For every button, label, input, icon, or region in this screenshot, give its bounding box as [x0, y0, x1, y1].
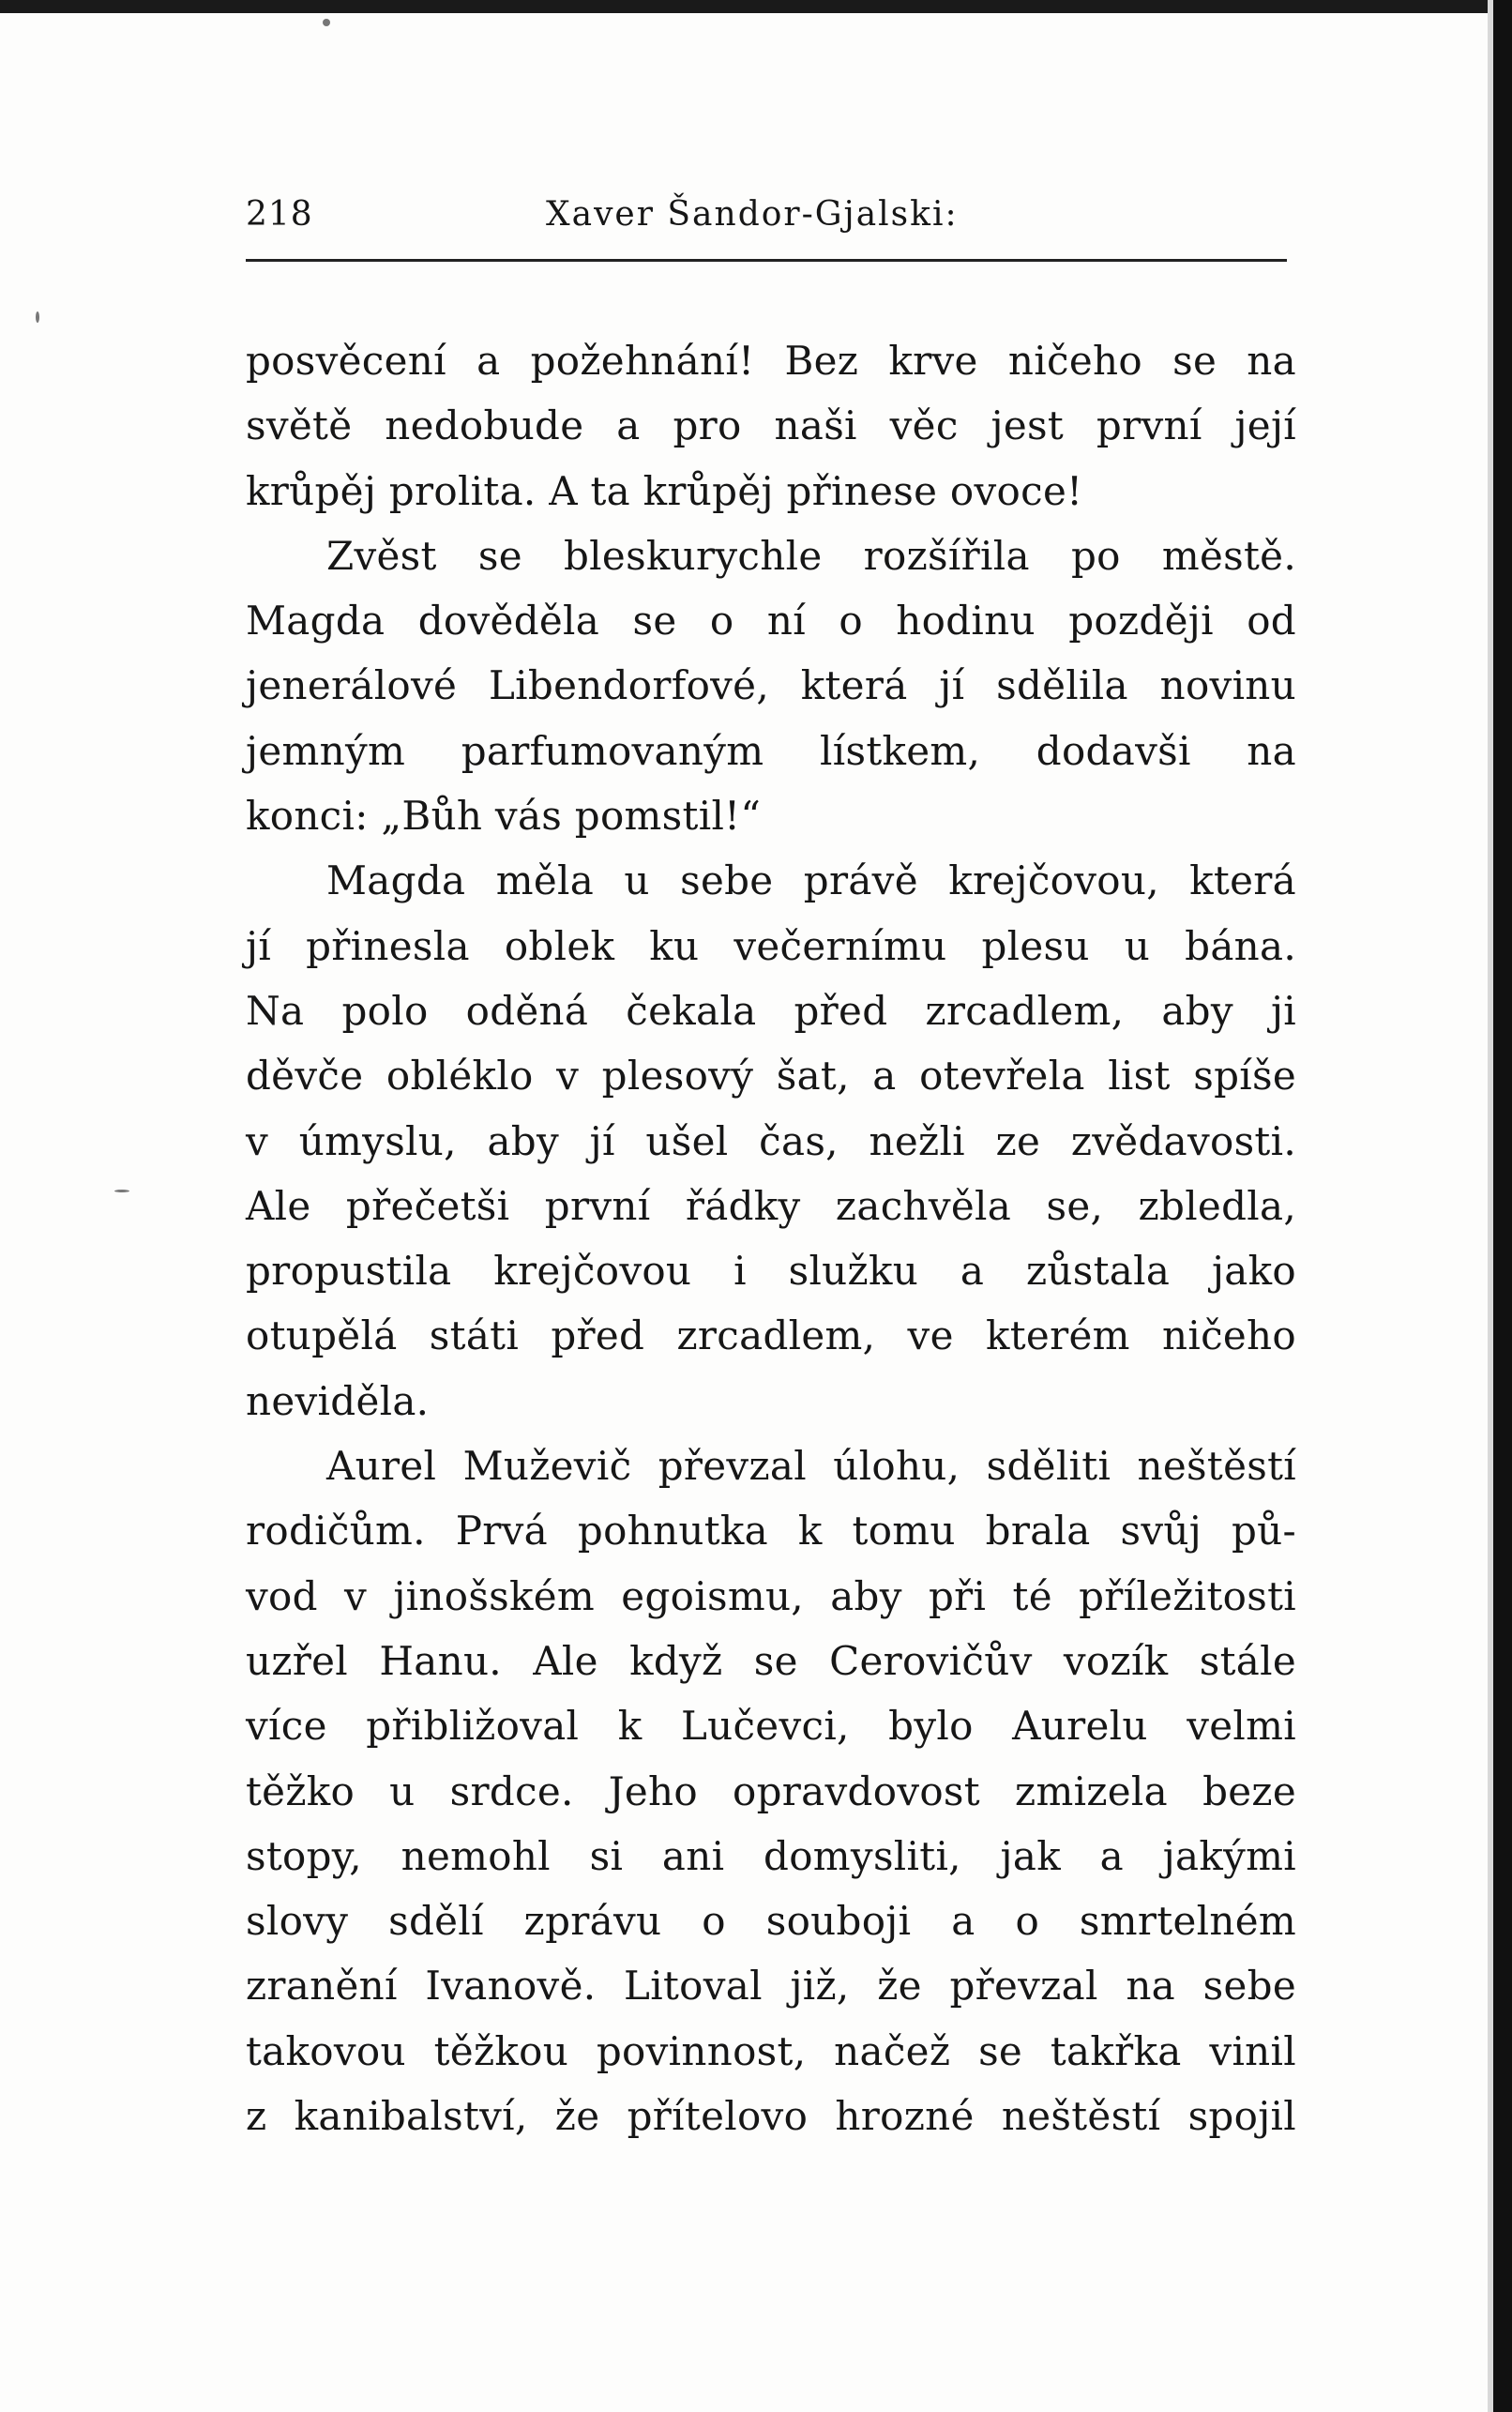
text-line: vod v jinošském egoismu, aby při té příležitosti: [246, 1572, 1296, 1619]
text-line: děvče obléklo v plesový šat, a otevřela list spíše: [246, 1053, 1296, 1100]
page-number: 218: [246, 195, 313, 234]
text-line: Na polo oděná čekala před zrcadlem, aby ji: [246, 987, 1296, 1034]
text-line: Magda dověděla se o ní o hodinu později od: [246, 598, 1296, 645]
text-line: Magda měla u sebe právě krejčovou, která: [326, 857, 1296, 904]
text-line: Zvěst se bleskurychle rozšířila po městě.: [326, 532, 1296, 579]
page-header: [246, 195, 1287, 251]
text-line: rodičům. Prvá pohnutka k tomu brala svůj pů-: [246, 1508, 1296, 1555]
text-line: otupělá státi před zrcadlem, ve kterém ničeho: [246, 1312, 1296, 1359]
text-line: zranění Ivanově. Litoval již, že převzal na sebe: [246, 1963, 1296, 2010]
text-line: propustila krejčovou i služku a zůstala jako: [246, 1248, 1296, 1295]
text-line: takovou těžkou povinnost, načež se takřka vinil: [246, 2027, 1296, 2074]
text-line: Aurel Muževič převzal úlohu, sděliti neštěstí: [326, 1443, 1296, 1490]
text-line: těžko u srdce. Jeho opravdovost zmizela beze: [246, 1767, 1296, 1814]
text-line: neviděla.: [246, 1377, 430, 1424]
text-line: více přibližoval k Lučevci, bylo Aurelu velmi: [246, 1703, 1296, 1750]
text-line: jenerálové Libendorfové, která jí sdělila novinu: [246, 662, 1296, 709]
text-line: posvěcení a požehnání! Bez krve ničeho se na: [246, 338, 1296, 384]
header-rule: [246, 259, 1287, 262]
text-line: světě nedobude a pro naši věc jest první její: [246, 402, 1296, 449]
running-head: Xaver Šandor-Gjalski:: [546, 195, 959, 234]
text-line: krůpěj prolita. A ta krůpěj přinese ovoce!: [246, 467, 1083, 514]
binding-edge: [1493, 0, 1512, 2412]
body-text: [246, 328, 1296, 2148]
text-line: z kanibalství, že přítelovo hrozné neštěstí spojil: [246, 2093, 1296, 2140]
text-line: jí přinesla oblek ku večernímu plesu u bána.: [246, 922, 1296, 969]
text-line: Ale přečetši první řádky zachvěla se, zbledla,: [246, 1182, 1296, 1229]
text-line: jemným parfumovaným lístkem, dodavši na: [246, 727, 1296, 774]
text-line: konci: „Bůh vás pomstil!“: [246, 793, 762, 840]
text-line: stopy, nemohl si ani domysliti, jak a jakými: [246, 1832, 1296, 1879]
scan-speck: [323, 19, 330, 26]
text-line: uzřel Hanu. Ale když se Cerovičův vozík stále: [246, 1637, 1296, 1684]
text-line: v úmyslu, aby jí ušel čas, nežli ze zvědavosti.: [246, 1117, 1296, 1164]
top-scan-edge: [0, 0, 1512, 13]
scan-speck: [114, 1190, 129, 1192]
text-line: slovy sdělí zprávu o souboji a o smrtelném: [246, 1898, 1296, 1945]
scan-speck: [36, 311, 39, 323]
